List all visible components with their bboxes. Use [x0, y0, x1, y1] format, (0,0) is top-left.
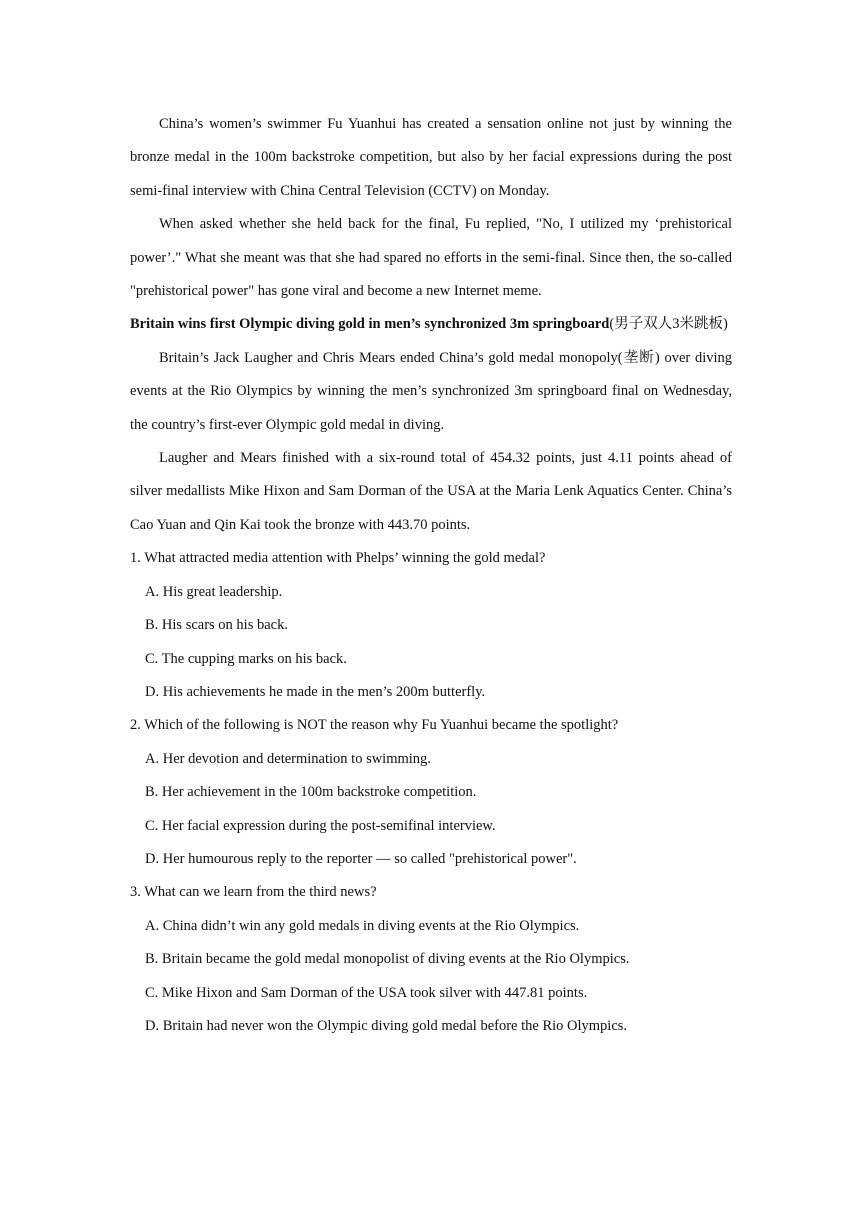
- article-paragraph-4: Laugher and Mears finished with a six-round total of 454.32 points, just 4.11 points ahead of silver medallists Mike Hixon and Sam Dorman of the USA at the Maria Lenk Aquatics Center. China’s Cao Yuan and Qin Kai took the bronze with 443.70 points.: [130, 450, 732, 533]
- question-option: C. The cupping marks on his back.: [145, 650, 347, 667]
- question-option: D. Her humourous reply to the reporter — so called "prehistorical power".: [145, 850, 577, 867]
- article-paragraph-1: China’s women’s swimmer Fu Yuanhui has created a sensation online not just by winning the bronze medal in the 100m backstroke competition, but also by her facial expressions during the post semi-final interview with China Central Television (CCTV) on Monday.: [130, 116, 732, 199]
- question-option: A. China didn’t win any gold medals in diving events at the Rio Olympics.: [145, 917, 580, 934]
- news-heading-title: Britain wins first Olympic diving gold in men’s synchronized 3m springboard: [130, 316, 610, 333]
- question-1: [130, 542, 732, 709]
- question-stem: 2. Which of the following is NOT the reason why Fu Yuanhui became the spotlight?: [130, 717, 619, 734]
- question-option: A. His great leadership.: [145, 583, 283, 600]
- question-stem: 1. What attracted media attention with Phelps’ winning the gold medal?: [130, 550, 546, 567]
- question-3: [130, 876, 732, 1043]
- question-option: A. Her devotion and determination to swimming.: [145, 750, 431, 767]
- question-2: [130, 709, 732, 876]
- article-paragraph-3: Britain’s Jack Laugher and Chris Mears ended China’s gold medal monopoly(垄断) over diving events at the Rio Olympics by winning the men’s synchronized 3m springboard final on Wednesday, the country’s first-ever Olympic gold medal in diving.: [130, 349, 732, 433]
- question-option: D. His achievements he made in the men’s 200m butterfly.: [145, 683, 486, 700]
- question-option: B. Her achievement in the 100m backstroke competition.: [145, 784, 477, 801]
- question-option: B. His scars on his back.: [145, 617, 288, 634]
- question-stem: 3. What can we learn from the third news?: [130, 884, 377, 901]
- news-heading-note: (男子双人3米跳板): [609, 316, 728, 333]
- question-option: B. Britain became the gold medal monopolist of diving events at the Rio Olympics.: [145, 951, 630, 968]
- news-heading: [130, 308, 732, 341]
- article-paragraph-2: When asked whether she held back for the final, Fu replied, "No, I utilized my ‘prehistorical power’." What she meant was that she had spared no efforts in the semi-final. Since then, the so-called "prehistorical power" has gone viral and become a new Internet meme.: [130, 216, 732, 300]
- document-content: [130, 108, 732, 1043]
- question-option: C. Her facial expression during the post-semifinal interview.: [145, 817, 496, 834]
- question-option: C. Mike Hixon and Sam Dorman of the USA took silver with 447.81 points.: [145, 984, 588, 1001]
- question-option: D. Britain had never won the Olympic diving gold medal before the Rio Olympics.: [145, 1017, 628, 1034]
